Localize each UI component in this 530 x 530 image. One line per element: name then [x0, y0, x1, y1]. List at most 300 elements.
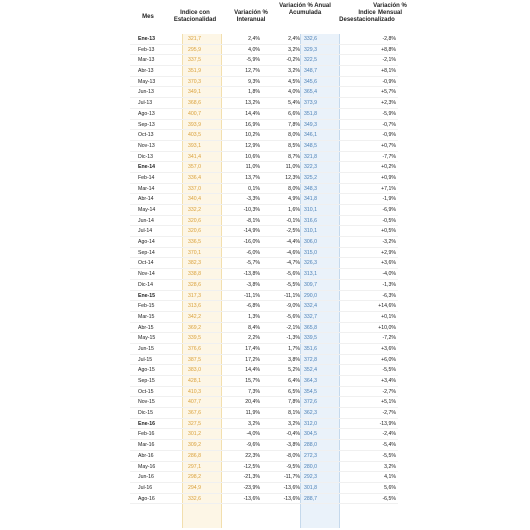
header-variacion-interanual: Variación % Interanual: [234, 10, 268, 23]
cell-variacion-mensual: -1,9%: [382, 196, 396, 203]
table-header: [130, 2, 407, 34]
cell-variacion-mensual: -13,9%: [379, 420, 396, 427]
cell-variacion-anual-acumulada: 11,0%: [285, 164, 300, 171]
cell-variacion-interanual: 7,3%: [248, 388, 260, 395]
cell-variacion-anual-acumulada: -3,8%: [286, 442, 300, 449]
cell-variacion-mensual: -6,5%: [382, 495, 396, 502]
table-row: [130, 333, 398, 344]
cell-variacion-mensual: +5,7%: [381, 89, 396, 96]
cell-variacion-mensual: -2,1%: [382, 57, 396, 64]
cell-variacion-interanual: 22,3%: [245, 452, 260, 459]
table-row: [130, 429, 398, 440]
table-row: [130, 387, 398, 398]
cell-mes: Jun-13: [138, 89, 154, 96]
cell-con-estacionalidad: 286,8: [188, 452, 201, 459]
cell-desestacionalizado: 372,6: [304, 399, 317, 406]
cell-con-estacionalidad: 328,6: [188, 281, 201, 288]
cell-variacion-anual-acumulada: 7,8%: [288, 399, 300, 406]
cell-mes: Jun-15: [138, 345, 154, 352]
cell-variacion-interanual: -14,9%: [243, 228, 260, 235]
cell-mes: Ene-13: [138, 36, 156, 42]
table-row: [130, 323, 398, 334]
cell-variacion-interanual: -13,6%: [243, 495, 260, 502]
cell-con-estacionalidad: 341,4: [188, 153, 201, 160]
cell-variacion-mensual: +3,6%: [381, 345, 396, 352]
cell-variacion-mensual: +8,8%: [381, 46, 396, 53]
table-row: [130, 483, 398, 494]
table-row: [130, 291, 398, 302]
table-row: [130, 462, 398, 473]
cell-con-estacionalidad: 428,1: [188, 378, 201, 384]
cell-variacion-interanual: 2,2%: [248, 335, 260, 342]
cell-variacion-interanual: 10,6%: [245, 153, 260, 160]
cell-variacion-anual-acumulada: 3,2%: [288, 420, 300, 427]
cell-variacion-mensual: -7,7%: [382, 153, 396, 160]
cell-con-estacionalidad: 337,5: [188, 57, 201, 64]
cell-variacion-anual-acumulada: 8,5%: [288, 142, 300, 149]
cell-variacion-anual-acumulada: 7,8%: [288, 121, 300, 128]
cell-mes: Ago-14: [138, 239, 155, 246]
cell-con-estacionalidad: 338,8: [188, 271, 201, 278]
cell-desestacionalizado: 322,3: [304, 164, 317, 171]
cell-variacion-mensual: 4,1%: [384, 474, 396, 481]
cell-variacion-anual-acumulada: -2,1%: [286, 324, 300, 331]
cell-variacion-anual-acumulada: 2,4%: [288, 36, 300, 42]
cell-mes: Ago-15: [138, 367, 155, 374]
cell-variacion-mensual: +5,1%: [381, 399, 396, 406]
table-row: [130, 226, 398, 237]
cell-variacion-anual-acumulada: 4,0%: [288, 89, 300, 96]
table-row: [130, 280, 398, 291]
cell-desestacionalizado: 341,8: [304, 196, 317, 203]
cell-con-estacionalidad: 298,2: [188, 474, 201, 481]
table-row: [130, 376, 398, 387]
cell-variacion-interanual: 17,2%: [245, 356, 260, 363]
cell-variacion-mensual: -0,9%: [382, 78, 396, 85]
cell-variacion-interanual: 14,4%: [245, 367, 260, 374]
cell-variacion-anual-acumulada: 6,6%: [288, 110, 300, 117]
cell-variacion-interanual: 17,4%: [245, 345, 260, 352]
cell-con-estacionalidad: 349,1: [188, 89, 201, 96]
cell-mes: May-15: [138, 335, 156, 342]
table-row: [130, 301, 398, 312]
cell-variacion-mensual: +0,9%: [381, 174, 396, 181]
cell-variacion-anual-acumulada: -13,6%: [283, 495, 300, 502]
cell-mes: Mar-16: [138, 442, 155, 449]
cell-variacion-interanual: -9,6%: [246, 442, 260, 449]
cell-mes: Oct-14: [138, 260, 154, 267]
cell-desestacionalizado: 313,1: [304, 271, 317, 278]
cell-variacion-anual-acumulada: -5,6%: [286, 313, 300, 320]
cell-con-estacionalidad: 369,2: [188, 324, 201, 331]
cell-variacion-anual-acumulada: 5,4%: [288, 100, 300, 107]
cell-mes: Jul-15: [138, 356, 153, 363]
cell-variacion-anual-acumulada: -9,0%: [286, 303, 300, 310]
table-row: [130, 173, 398, 184]
cell-desestacionalizado: 272,3: [304, 452, 317, 459]
cell-con-estacionalidad: 407,7: [188, 399, 201, 406]
cell-variacion-anual-acumulada: -0,4%: [286, 431, 300, 438]
cell-mes: Abr-16: [138, 452, 154, 459]
cell-variacion-anual-acumulada: -5,5%: [286, 281, 300, 288]
cell-variacion-anual-acumulada: 6,5%: [288, 388, 300, 395]
cell-variacion-interanual: 0,1%: [248, 185, 260, 192]
cell-variacion-mensual: +8,1%: [381, 68, 396, 75]
cell-mes: Jul-16: [138, 484, 153, 491]
cell-variacion-anual-acumulada: 1,6%: [288, 207, 300, 213]
cell-desestacionalizado: 332,7: [304, 313, 317, 320]
cell-mes: Feb-13: [138, 46, 155, 53]
cell-desestacionalizado: 364,3: [304, 378, 317, 384]
cell-variacion-interanual: -5,9%: [246, 57, 260, 64]
cell-variacion-interanual: -11,1%: [243, 292, 260, 299]
cell-desestacionalizado: 362,3: [304, 410, 317, 417]
cell-mes: Mar-14: [138, 185, 155, 192]
cell-con-estacionalidad: 370,1: [188, 249, 201, 256]
data-table: [130, 2, 407, 504]
cell-desestacionalizado: 351,6: [304, 345, 317, 352]
table-row: [130, 66, 398, 77]
cell-con-estacionalidad: 393,1: [188, 142, 201, 149]
header-con-estacionalidad: Indice con Estacionalidad: [173, 10, 217, 23]
cell-con-estacionalidad: 393,9: [188, 121, 201, 128]
cell-con-estacionalidad: 309,2: [188, 442, 201, 449]
cell-con-estacionalidad: 320,6: [188, 228, 201, 235]
cell-variacion-anual-acumulada: 1,7%: [288, 345, 300, 352]
cell-variacion-mensual: -2,4%: [382, 431, 396, 438]
cell-con-estacionalidad: 313,6: [188, 303, 201, 310]
cell-desestacionalizado: 345,6: [304, 78, 317, 85]
cell-variacion-mensual: +2,3%: [381, 100, 396, 107]
cell-variacion-anual-acumulada: -11,7%: [283, 474, 300, 481]
cell-variacion-interanual: 11,0%: [245, 164, 260, 171]
cell-variacion-interanual: -10,3%: [243, 207, 260, 213]
cell-variacion-anual-acumulada: -0,1%: [286, 217, 300, 224]
cell-con-estacionalidad: 337,0: [188, 185, 201, 192]
cell-mes: Ago-13: [138, 110, 155, 117]
cell-variacion-mensual: +6,0%: [381, 356, 396, 363]
cell-desestacionalizado: 290,0: [304, 292, 317, 299]
table-row: [130, 216, 398, 227]
cell-variacion-mensual: 3,2%: [384, 463, 396, 470]
cell-desestacionalizado: 321,8: [304, 153, 317, 160]
cell-variacion-anual-acumulada: 5,2%: [288, 367, 300, 374]
table-row: [130, 120, 398, 131]
cell-variacion-anual-acumulada: -4,7%: [286, 260, 300, 267]
cell-variacion-mensual: -2,7%: [382, 388, 396, 395]
cell-con-estacionalidad: 410,3: [188, 388, 201, 395]
table-row: [130, 205, 398, 216]
header-variacion-mensual: Variación % Mensual: [373, 3, 407, 16]
cell-con-estacionalidad: 327,5: [188, 420, 201, 427]
table-row: [130, 355, 398, 366]
cell-variacion-interanual: 11,9%: [245, 410, 260, 417]
cell-con-estacionalidad: 351,9: [188, 68, 201, 75]
cell-variacion-anual-acumulada: 12,3%: [285, 174, 300, 181]
cell-mes: Feb-16: [138, 431, 155, 438]
cell-mes: Abr-13: [138, 68, 154, 75]
table-body: [130, 34, 398, 504]
table-row: [130, 152, 398, 163]
cell-desestacionalizado: 304,5: [304, 431, 317, 438]
cell-con-estacionalidad: 332,6: [188, 495, 201, 502]
cell-con-estacionalidad: 340,4: [188, 196, 201, 203]
cell-con-estacionalidad: 382,3: [188, 260, 201, 267]
cell-variacion-interanual: -23,9%: [243, 484, 260, 491]
cell-con-estacionalidad: 370,3: [188, 78, 201, 85]
cell-variacion-anual-acumulada: -11,1%: [283, 292, 300, 299]
cell-variacion-interanual: -6,0%: [246, 249, 260, 256]
cell-mes: Nov-15: [138, 399, 155, 406]
table-row: [130, 451, 398, 462]
cell-desestacionalizado: 329,3: [304, 46, 317, 53]
cell-variacion-interanual: 13,7%: [245, 174, 260, 181]
cell-variacion-mensual: +0,5%: [381, 228, 396, 235]
cell-variacion-mensual: -0,5%: [382, 217, 396, 224]
cell-variacion-mensual: -2,7%: [382, 410, 396, 417]
cell-desestacionalizado: 365,8: [304, 324, 317, 331]
cell-desestacionalizado: 315,0: [304, 249, 317, 256]
cell-desestacionalizado: 349,3: [304, 121, 317, 128]
table-row: [130, 269, 398, 280]
cell-con-estacionalidad: 400,7: [188, 110, 201, 117]
table-row: [130, 419, 398, 430]
cell-variacion-anual-acumulada: 8,0%: [288, 132, 300, 139]
cell-variacion-anual-acumulada: 3,2%: [288, 68, 300, 75]
cell-variacion-interanual: -13,8%: [243, 271, 260, 278]
cell-con-estacionalidad: 320,6: [188, 217, 201, 224]
cell-mes: Nov-13: [138, 142, 155, 149]
cell-variacion-interanual: -8,1%: [246, 217, 260, 224]
cell-desestacionalizado: 348,7: [304, 68, 317, 75]
cell-con-estacionalidad: 297,1: [188, 463, 201, 470]
cell-desestacionalizado: 351,8: [304, 110, 317, 117]
cell-desestacionalizado: 332,6: [304, 36, 317, 42]
cell-mes: Mar-13: [138, 57, 155, 64]
cell-variacion-mensual: -2,8%: [382, 36, 396, 42]
cell-mes: Nov-14: [138, 271, 155, 278]
cell-variacion-anual-acumulada: -2,5%: [286, 228, 300, 235]
cell-variacion-interanual: 1,3%: [248, 313, 260, 320]
table-row: [130, 130, 398, 141]
table-row: [130, 248, 398, 259]
cell-variacion-mensual: -5,9%: [382, 110, 396, 117]
cell-mes: Ago-16: [138, 495, 155, 502]
cell-variacion-mensual: +0,7%: [381, 142, 396, 149]
cell-variacion-anual-acumulada: -5,6%: [286, 271, 300, 278]
cell-desestacionalizado: 348,5: [304, 142, 317, 149]
cell-mes: Sep-15: [138, 378, 155, 384]
cell-desestacionalizado: 306,0: [304, 239, 317, 246]
cell-variacion-anual-acumulada: -4,6%: [286, 249, 300, 256]
cell-variacion-anual-acumulada: 8,7%: [288, 153, 300, 160]
cell-desestacionalizado: 326,3: [304, 260, 317, 267]
cell-variacion-anual-acumulada: 3,8%: [288, 356, 300, 363]
table-row: [130, 258, 398, 269]
table-row: [130, 77, 398, 88]
table-row: [130, 312, 398, 323]
cell-variacion-anual-acumulada: 8,1%: [288, 410, 300, 417]
cell-con-estacionalidad: 376,6: [188, 345, 201, 352]
cell-variacion-anual-acumulada: -9,5%: [286, 463, 300, 470]
cell-variacion-anual-acumulada: 6,4%: [288, 378, 300, 384]
table-row: [130, 237, 398, 248]
cell-desestacionalizado: 348,3: [304, 185, 317, 192]
table-row: [130, 55, 398, 66]
cell-variacion-mensual: +0,2%: [381, 164, 396, 171]
cell-con-estacionalidad: 387,5: [188, 356, 201, 363]
cell-desestacionalizado: 339,5: [304, 335, 317, 342]
cell-mes: Abr-14: [138, 196, 154, 203]
table-row: [130, 34, 398, 45]
cell-variacion-interanual: -21,3%: [243, 474, 260, 481]
cell-desestacionalizado: 288,7: [304, 495, 317, 502]
cell-variacion-mensual: +3,4%: [381, 378, 396, 384]
cell-variacion-interanual: -12,5%: [243, 463, 260, 470]
cell-variacion-mensual: -3,2%: [382, 239, 396, 246]
cell-mes: Dic-14: [138, 281, 153, 288]
cell-variacion-mensual: -4,0%: [382, 271, 396, 278]
cell-mes: Jun-14: [138, 217, 154, 224]
cell-con-estacionalidad: 403,5: [188, 132, 201, 139]
header-mes: Mes: [142, 14, 154, 20]
cell-variacion-mensual: -5,5%: [382, 452, 396, 459]
cell-variacion-interanual: 16,9%: [245, 121, 260, 128]
header-desestacionalizado: Indice Desestacionalizado: [339, 10, 395, 23]
cell-variacion-interanual: 3,2%: [248, 420, 260, 427]
cell-variacion-interanual: -16,0%: [243, 239, 260, 246]
cell-variacion-interanual: 1,8%: [248, 89, 260, 96]
cell-variacion-interanual: -4,0%: [246, 431, 260, 438]
cell-mes: Jul-13: [138, 100, 153, 107]
cell-mes: Jun-16: [138, 474, 154, 481]
cell-mes: Oct-13: [138, 132, 154, 139]
cell-mes: Feb-15: [138, 303, 155, 310]
cell-variacion-anual-acumulada: -1,3%: [286, 335, 300, 342]
cell-con-estacionalidad: 332,2: [188, 207, 201, 213]
table-row: [130, 365, 398, 376]
cell-con-estacionalidad: 336,5: [188, 239, 201, 246]
cell-con-estacionalidad: 295,9: [188, 46, 201, 53]
table-row: [130, 87, 398, 98]
table-row: [130, 472, 398, 483]
cell-variacion-interanual: 20,4%: [245, 399, 260, 406]
cell-variacion-anual-acumulada: -0,2%: [286, 57, 300, 64]
cell-variacion-interanual: -6,8%: [246, 303, 260, 310]
cell-con-estacionalidad: 317,3: [188, 292, 201, 299]
cell-variacion-interanual: 2,4%: [248, 36, 260, 42]
cell-variacion-mensual: +0,1%: [381, 313, 396, 320]
cell-desestacionalizado: 322,5: [304, 57, 317, 64]
cell-mes: Dic-13: [138, 153, 153, 160]
table-row: [130, 141, 398, 152]
cell-variacion-anual-acumulada: 4,9%: [288, 196, 300, 203]
header-variacion-anual-acumulada: Variación % Anual Acumulada: [279, 3, 331, 16]
cell-con-estacionalidad: 342,2: [188, 313, 201, 320]
cell-variacion-interanual: 10,2%: [245, 132, 260, 139]
cell-variacion-interanual: -3,8%: [246, 281, 260, 288]
cell-variacion-anual-acumulada: -13,6%: [283, 484, 300, 491]
cell-desestacionalizado: 310,1: [304, 207, 317, 213]
cell-variacion-mensual: -5,4%: [382, 442, 396, 449]
table-row: [130, 408, 398, 419]
cell-desestacionalizado: 312,0: [304, 420, 317, 427]
cell-desestacionalizado: 373,9: [304, 100, 317, 107]
cell-con-estacionalidad: 294,9: [188, 484, 201, 491]
table-row: [130, 45, 398, 56]
cell-desestacionalizado: 316,6: [304, 217, 317, 224]
cell-mes: May-13: [138, 78, 156, 85]
cell-desestacionalizado: 309,7: [304, 281, 317, 288]
cell-variacion-mensual: +3,6%: [381, 260, 396, 267]
cell-mes: Ene-14: [138, 164, 156, 171]
cell-mes: Sep-14: [138, 249, 155, 256]
cell-variacion-anual-acumulada: -8,0%: [286, 452, 300, 459]
cell-variacion-interanual: 13,2%: [245, 100, 260, 107]
cell-mes: Oct-15: [138, 388, 154, 395]
cell-desestacionalizado: 288,0: [304, 442, 317, 449]
cell-desestacionalizado: 372,8: [304, 356, 317, 363]
table-row: [130, 494, 398, 505]
cell-variacion-mensual: -5,5%: [382, 367, 396, 374]
cell-desestacionalizado: 346,1: [304, 132, 317, 139]
cell-mes: Jul-14: [138, 228, 153, 235]
cell-desestacionalizado: 365,4: [304, 89, 317, 96]
cell-mes: Abr-15: [138, 324, 154, 331]
cell-desestacionalizado: 310,1: [304, 228, 317, 235]
cell-variacion-mensual: -0,9%: [382, 132, 396, 139]
cell-con-estacionalidad: 367,6: [188, 410, 201, 417]
cell-variacion-interanual: 4,0%: [248, 46, 260, 53]
cell-variacion-interanual: 8,4%: [248, 324, 260, 331]
cell-variacion-interanual: 14,4%: [245, 110, 260, 117]
cell-con-estacionalidad: 357,0: [188, 164, 201, 171]
cell-variacion-anual-acumulada: 3,2%: [288, 46, 300, 53]
cell-variacion-interanual: 12,7%: [245, 68, 260, 75]
cell-variacion-mensual: +10,0%: [378, 324, 396, 331]
cell-con-estacionalidad: 383,0: [188, 367, 201, 374]
cell-con-estacionalidad: 368,6: [188, 100, 201, 107]
cell-variacion-mensual: -0,7%: [382, 121, 396, 128]
table-row: [130, 98, 398, 109]
cell-con-estacionalidad: 321,7: [188, 36, 201, 42]
cell-variacion-interanual: -3,3%: [246, 196, 260, 203]
cell-mes: Dic-15: [138, 410, 153, 417]
cell-mes: Sep-13: [138, 121, 155, 128]
cell-mes: May-16: [138, 463, 156, 470]
cell-con-estacionalidad: 301,2: [188, 431, 201, 438]
cell-variacion-mensual: -6,3%: [382, 292, 396, 299]
cell-desestacionalizado: 292,3: [304, 474, 317, 481]
cell-variacion-mensual: -7,2%: [382, 335, 396, 342]
table-row: [130, 397, 398, 408]
cell-desestacionalizado: 280,0: [304, 463, 317, 470]
cell-variacion-interanual: 12,9%: [245, 142, 260, 149]
cell-variacion-anual-acumulada: 4,5%: [288, 78, 300, 85]
cell-variacion-mensual: 5,6%: [384, 484, 396, 491]
cell-desestacionalizado: 354,5: [304, 388, 317, 395]
table-row: [130, 162, 398, 173]
cell-variacion-mensual: +7,1%: [381, 185, 396, 192]
cell-variacion-mensual: +2,9%: [381, 249, 396, 256]
cell-variacion-anual-acumulada: -4,4%: [286, 239, 300, 246]
table-row: [130, 440, 398, 451]
cell-mes: May-14: [138, 207, 156, 213]
cell-variacion-mensual: +14,6%: [378, 303, 396, 310]
cell-variacion-interanual: 15,7%: [245, 378, 260, 384]
cell-variacion-mensual: -1,3%: [382, 281, 396, 288]
cell-variacion-mensual: -6,9%: [382, 207, 396, 213]
